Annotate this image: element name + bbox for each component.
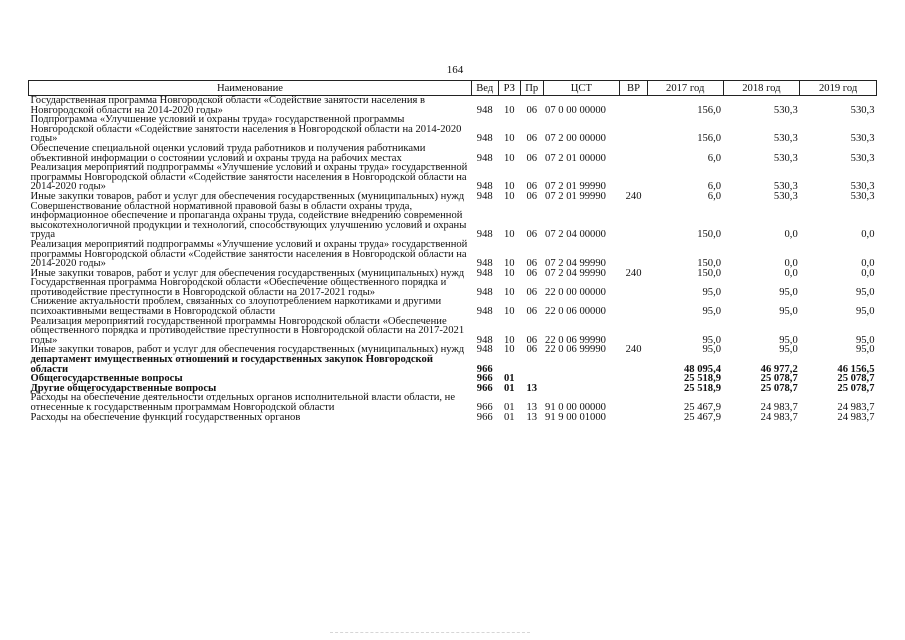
table-row: [29, 163, 877, 192]
cell-pr: [521, 355, 544, 374]
cell-2017: 6,0: [707, 152, 722, 164]
cell-vr: [620, 144, 648, 163]
cell-ved: 948: [476, 286, 493, 298]
cell-ved: 966: [476, 382, 493, 394]
cell-cst: 07 2 04 99990: [545, 267, 606, 279]
cell-2019: 95,0: [855, 306, 875, 318]
cell-2018: 95,0: [779, 344, 798, 356]
cell-cst: 07 2 00 00000: [545, 133, 606, 145]
cell-rz: 10: [503, 190, 515, 202]
cell-2019: 46 156,5: [837, 363, 875, 375]
cell-2019: 24 983,7: [837, 402, 875, 413]
cell-2019: 95,0: [855, 286, 875, 298]
cell-2017: 95,0: [702, 344, 722, 356]
cell-pr: 13: [526, 411, 538, 423]
cell-ved: 948: [476, 258, 493, 270]
header-rz: РЗ: [498, 81, 521, 96]
cell-2017: 25 518,9: [683, 373, 722, 385]
cell-vr: [620, 278, 648, 297]
cell-name: Государственная программа Новгородской области «Содействие занятости населения в Новгородской области на 2014-2020 годы»: [30, 95, 426, 116]
cell-2019: 95,0: [855, 334, 875, 346]
cell-name: Обеспечение специальной оценки условий труда работников и получения работниками объективной информации о состоянии условий и охраны труда на рабочих местах: [30, 142, 426, 164]
cell-2018: 530,3: [773, 133, 798, 145]
header-pr: Пр: [521, 81, 544, 96]
cell-name: Другие общегосударственные вопросы: [30, 382, 217, 394]
cell-rz: 01: [503, 411, 515, 423]
cell-rz: 01: [503, 373, 515, 385]
cell-ved: 966: [476, 402, 493, 413]
table-row: [29, 96, 877, 116]
cell-2017: 95,0: [702, 286, 722, 298]
cell-2017: 48 095,4: [683, 363, 722, 375]
cell-2019: 24 983,7: [837, 411, 875, 423]
cell-vr: [620, 202, 648, 240]
cell-name: Иные закупки товаров, работ и услуг для обеспечения государственных (муниципальных) нужд: [30, 267, 465, 279]
cell-2019: 530,3: [850, 104, 875, 116]
cell-ved: 948: [476, 133, 493, 145]
cell-rz: 01: [503, 382, 515, 394]
cell-2019: 0,0: [861, 229, 875, 241]
table-row: [29, 240, 877, 269]
cell-rz: 10: [503, 258, 515, 270]
table-header-row: [29, 81, 877, 96]
cell-name: Реализация мероприятий государственной программы Новгородской области «Обеспечение общественного порядка и противодействие преступности в Новгородской области на 2017-2021 годы»: [30, 315, 465, 346]
cell-ved: 966: [476, 411, 493, 423]
cell-rz: 10: [503, 229, 515, 241]
cell-cst: 07 2 01 00000: [545, 152, 606, 164]
cell-2017: 150,0: [697, 229, 722, 241]
cell-rz: [498, 355, 521, 374]
cell-2019: 25 078,7: [837, 382, 875, 394]
cell-2018: 0,0: [784, 267, 798, 279]
table-row: [29, 317, 877, 346]
header-cst: ЦСТ: [543, 81, 620, 96]
cell-name: Подпрограмма «Улучшение условий и охраны труда» государственной программы Новгородской области «Содействие занятости населения в Новгородской области на 2014-2020 годы»: [30, 114, 462, 145]
cell-pr: 06: [526, 104, 538, 116]
cell-vr: [620, 240, 648, 269]
cell-vr: [620, 115, 648, 144]
budget-table: [28, 80, 877, 422]
cell-cst: 07 0 00 00000: [545, 104, 606, 116]
cell-2017: 95,0: [702, 306, 722, 318]
cell-2017: 6,0: [707, 181, 722, 193]
cell-2018: 24 983,7: [760, 402, 798, 413]
table-row: [29, 278, 877, 297]
table-row: [29, 297, 877, 316]
cell-pr: 06: [526, 258, 538, 270]
cell-ved: 948: [476, 344, 493, 356]
cell-rz: 10: [503, 344, 515, 356]
cell-vr: 240: [625, 344, 642, 356]
cell-cst: 07 2 01 99990: [545, 181, 606, 193]
cell-2017: 150,0: [697, 258, 722, 270]
cell-ved: 948: [476, 267, 493, 279]
cell-pr: 06: [526, 306, 538, 318]
cell-2018: 25 078,7: [760, 373, 798, 385]
cell-cst: 91 0 00 00000: [545, 402, 606, 413]
cell-vr: [620, 393, 648, 412]
cell-pr: 06: [526, 133, 538, 145]
cell-rz: 10: [503, 306, 515, 318]
header-2019: 2019 год: [800, 81, 877, 96]
cell-rz: 10: [503, 104, 515, 116]
cell-2019: 0,0: [861, 267, 875, 279]
cell-vr: [620, 374, 648, 384]
cell-cst: 22 0 06 00000: [545, 306, 606, 318]
cell-pr: 06: [526, 181, 538, 193]
cell-2019: 530,3: [850, 181, 875, 193]
cell-2017: 25 467,9: [683, 402, 722, 413]
cell-pr: 06: [526, 152, 538, 164]
cell-rz: 10: [503, 133, 515, 145]
table-body: [29, 96, 877, 423]
cell-2017: 6,0: [707, 190, 722, 202]
cell-cst: 91 9 00 01000: [545, 411, 606, 423]
header-2017: 2017 год: [647, 81, 723, 96]
cell-ved: 948: [476, 334, 493, 346]
cell-name: Реализация мероприятий подпрограммы «Улучшение условий и охраны труда» государственной программы Новгородской области «Содействие занятости населения в Новгородской области на 2014-2020 годы»: [30, 238, 468, 270]
cell-name: департамент имущественных отношений и государственных закупок Новгородской области: [30, 354, 433, 375]
cell-2019: 530,3: [850, 133, 875, 145]
cell-2017: 150,0: [697, 267, 722, 279]
cell-pr: 06: [526, 334, 538, 346]
cell-rz: 10: [503, 181, 515, 193]
table-row: [29, 115, 877, 144]
cell-vr: [620, 317, 648, 346]
cell-2017: 156,0: [697, 104, 722, 116]
cell-2018: 24 983,7: [760, 411, 798, 423]
table-row: [29, 202, 877, 240]
cell-vr: 240: [625, 267, 642, 279]
cell-rz: 10: [503, 267, 515, 279]
cell-ved: 948: [476, 104, 493, 116]
cell-cst: [543, 355, 620, 374]
cell-vr: [620, 413, 648, 423]
cell-pr: 06: [526, 229, 538, 241]
cell-2018: 25 078,7: [760, 382, 798, 394]
cell-ved: 948: [476, 306, 493, 318]
cell-cst: [543, 384, 620, 394]
cell-name: Реализация мероприятий подпрограммы «Улучшение условий и охраны труда» государственной программы Новгородской области «Содействие занятости населения в Новгородской области на 2014-2020 годы»: [30, 162, 468, 193]
cell-2018: 0,0: [784, 258, 798, 270]
cell-2018: 95,0: [779, 286, 798, 298]
table-row: [29, 355, 877, 374]
cell-vr: 240: [625, 190, 642, 202]
cell-cst: 22 0 06 99990: [545, 344, 606, 356]
cell-name: Расходы на обеспечение функций государственных органов: [30, 411, 301, 423]
cell-pr: 06: [526, 344, 538, 356]
cell-ved: 948: [476, 152, 493, 164]
table-row: [29, 413, 877, 423]
header-vr: ВР: [620, 81, 648, 96]
cell-rz: 10: [503, 334, 515, 346]
cell-2018: 46 977,2: [760, 363, 798, 375]
cell-2017: 95,0: [702, 334, 722, 346]
cell-name: Государственная программа Новгородской области «Обеспечение общественного порядка и противодействие преступности в Новгородской области на 2017-2021 годы»: [30, 277, 447, 298]
header-name: Наименование: [29, 81, 472, 96]
cell-cst: 07 2 04 99990: [545, 258, 606, 270]
cell-2017: 25 467,9: [683, 411, 722, 423]
cell-vr: [620, 96, 648, 116]
header-2018: 2018 год: [723, 81, 800, 96]
cell-2019: 95,0: [855, 344, 875, 356]
table-row: [29, 393, 877, 412]
cell-cst: 22 0 00 00000: [545, 286, 606, 298]
page-number: 164: [446, 64, 464, 76]
cell-ved: 966: [476, 373, 493, 385]
cell-rz: 10: [503, 286, 515, 298]
cell-2018: 95,0: [779, 334, 798, 346]
cell-ved: 948: [476, 229, 493, 241]
cell-rz: 10: [503, 152, 515, 164]
cell-2018: 530,3: [773, 104, 798, 116]
cell-vr: [620, 163, 648, 192]
cell-2018: 530,3: [773, 152, 798, 164]
cell-cst: 07 2 01 99990: [545, 190, 606, 202]
header-ved: Вед: [471, 81, 498, 96]
cell-rz: 01: [503, 402, 515, 413]
cell-pr: 13: [526, 382, 538, 394]
cell-vr: [620, 355, 648, 374]
cell-pr: 06: [526, 190, 538, 202]
cell-ved: 948: [476, 181, 493, 193]
cell-2019: 530,3: [850, 190, 875, 202]
cell-ved: 948: [476, 190, 493, 202]
cell-2018: 95,0: [779, 306, 798, 318]
cell-pr: 13: [526, 402, 538, 413]
cell-pr: 06: [526, 267, 538, 279]
cell-name: Общегосударственные вопросы: [30, 373, 183, 385]
cell-name: Совершенствование областной нормативной правовой базы в области охраны труда, информационное обеспечение и пропаганда охраны труда, содействие внедрению современной высокотехнологичной продукции и технологий, способствующих улучшению условий и охраны труда: [30, 200, 467, 241]
cell-name: Иные закупки товаров, работ и услуг для обеспечения государственных (муниципальных) нужд: [30, 344, 465, 356]
cell-2017: 25 518,9: [683, 382, 722, 394]
cell-2018: 530,3: [773, 181, 798, 193]
cell-cst: 07 2 04 00000: [545, 229, 606, 241]
cell-2019: 25 078,7: [837, 373, 875, 385]
cell-pr: 06: [526, 286, 538, 298]
cell-name: Иные закупки товаров, работ и услуг для обеспечения государственных (муниципальных) нужд: [30, 190, 465, 202]
cell-2017: 156,0: [697, 133, 722, 145]
cell-cst: [543, 374, 620, 384]
cell-ved: 966: [476, 363, 493, 375]
table-row: [29, 144, 877, 163]
cell-vr: [620, 384, 648, 394]
cell-2018: 0,0: [784, 229, 798, 241]
cell-2018: 530,3: [773, 190, 798, 202]
cell-name: Расходы на обеспечение деятельности отдельных органов исполнительной власти области, не отнесенные к государственным программам Новгородской области: [30, 392, 456, 413]
cell-cst: 22 0 06 99990: [545, 334, 606, 346]
cell-vr: [620, 297, 648, 316]
footer-mark: [330, 632, 530, 637]
cell-2019: 530,3: [850, 152, 875, 164]
cell-name: Снижение актуальности проблем, связанных со злоупотреблением наркотиками и другими психоактивными веществами в Новгородской области: [30, 296, 442, 318]
cell-2019: 0,0: [861, 258, 875, 270]
